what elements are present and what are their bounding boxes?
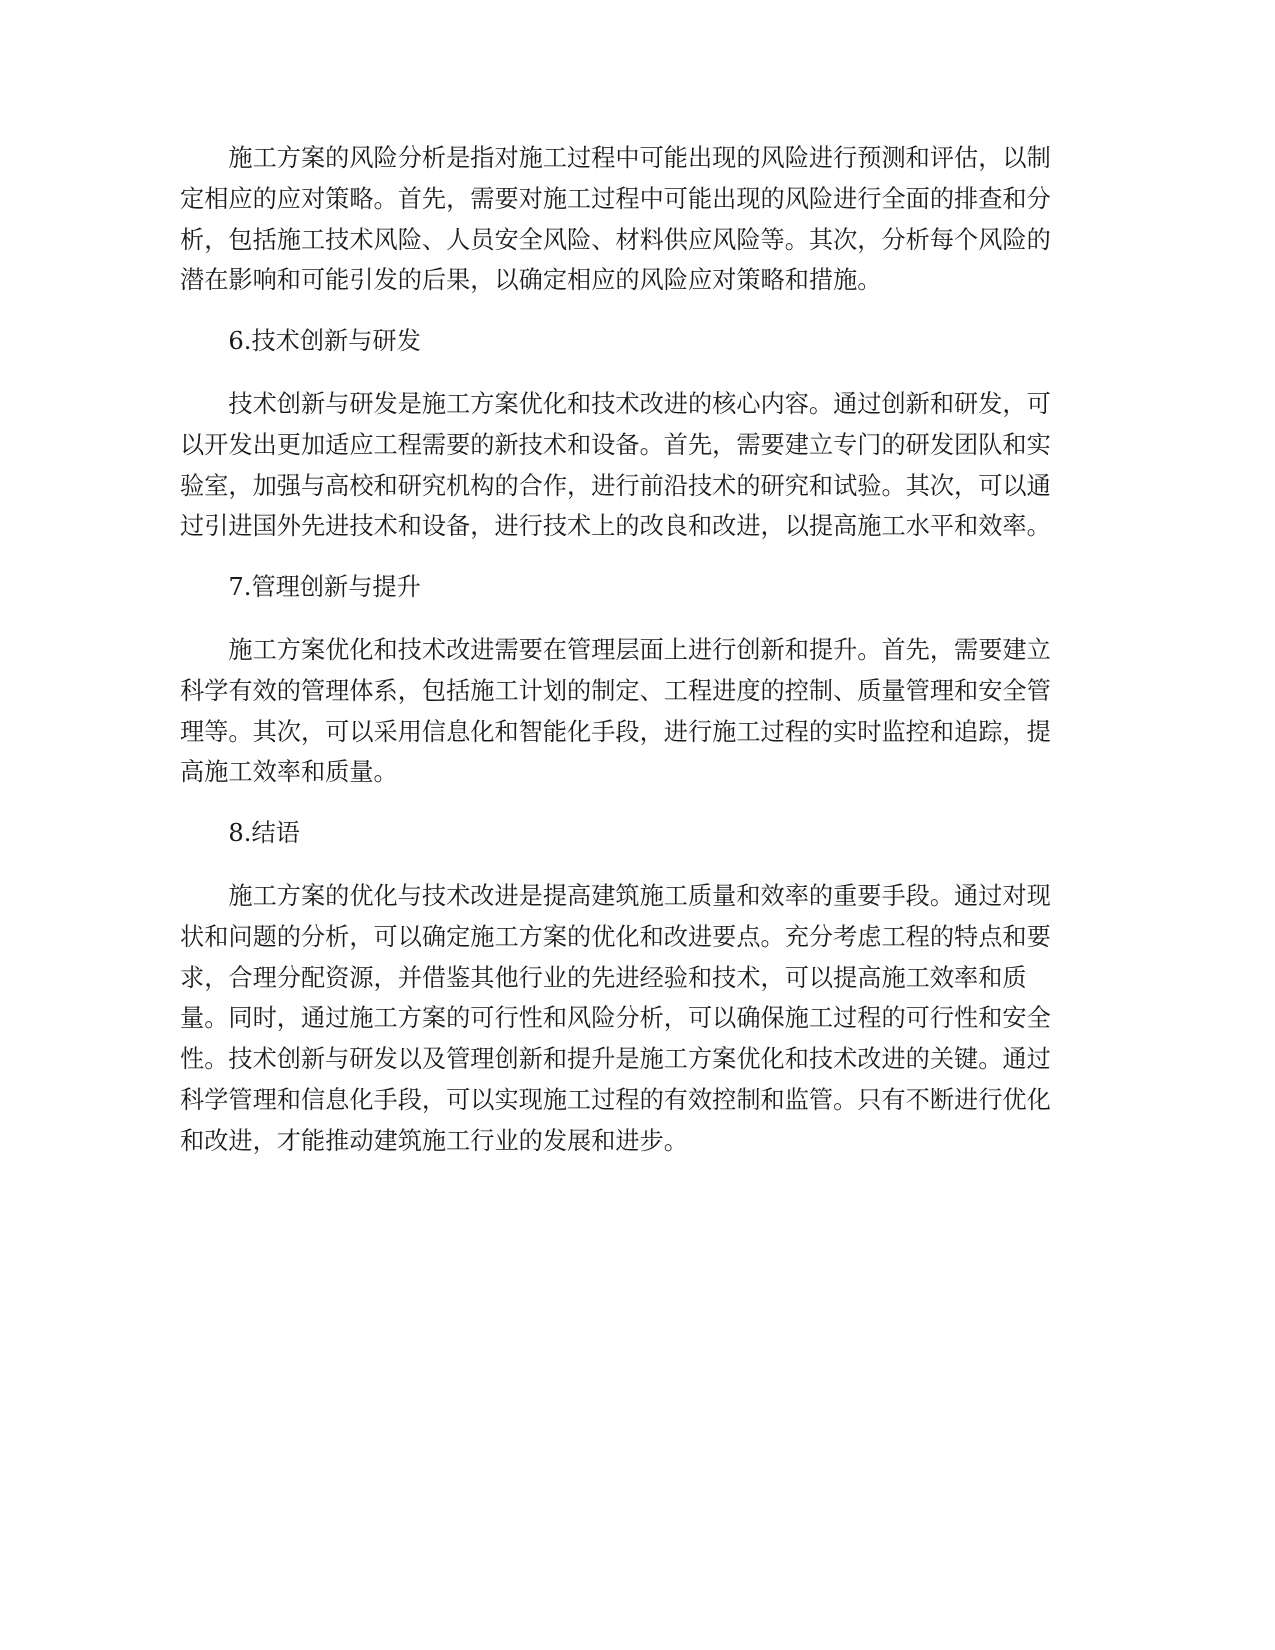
text-line: 科学管理和信息化手段，可以实现施工过程的有效控制和监管。只有不断进行优化 <box>180 1085 1051 1114</box>
text-line: 状和问题的分析，可以确定施工方案的优化和改进要点。充分考虑工程的特点和要 <box>180 922 1051 951</box>
body-paragraph <box>180 138 1060 301</box>
text-line: 以开发出更加适应工程需要的新技术和设备。首先，需要建立专门的研发团队和实 <box>180 430 1051 459</box>
text-line: 科学有效的管理体系，包括施工计划的制定、工程进度的控制、质量管理和安全管 <box>180 676 1051 705</box>
text-line: 量。同时，通过施工方案的可行性和风险分析，可以确保施工过程的可行性和安全 <box>180 1004 1051 1033</box>
document-page <box>180 138 1060 1162</box>
section-heading: 6.技术创新与研发 <box>228 327 421 356</box>
text-line: 求，合理分配资源，并借鉴其他行业的先进经验和技术，可以提高施工效率和质 <box>180 963 1027 992</box>
body-paragraph <box>180 630 1060 793</box>
text-line: 潜在影响和可能引发的后果，以确定相应的风险应对策略和措施。 <box>180 266 882 295</box>
text-line: 定相应的应对策略。首先，需要对施工过程中可能出现的风险进行全面的排查和分 <box>180 184 1051 213</box>
text-line: 施工方案的风险分析是指对施工过程中可能出现的风险进行预测和评估，以制 <box>228 144 1051 172</box>
text-line: 技术创新与研发是施工方案优化和技术改进的核心内容。通过创新和研发，可 <box>228 389 1051 418</box>
body-paragraph <box>180 384 1060 547</box>
text-line: 析，包括施工技术风险、人员安全风险、材料供应风险等。其次，分析每个风险的 <box>180 225 1051 254</box>
text-line: 验室，加强与高校和研究机构的合作，进行前沿技术的研究和试验。其次，可以通 <box>180 471 1051 500</box>
section-heading: 8.结语 <box>228 819 300 848</box>
text-line: 过引进国外先进技术和设备，进行技术上的改良和改进，以提高施工水平和效率。 <box>180 512 1051 541</box>
text-line: 性。技术创新与研发以及管理创新和提升是施工方案优化和技术改进的关键。通过 <box>180 1045 1051 1074</box>
text-line: 理等。其次，可以采用信息化和智能化手段，进行施工过程的实时监控和追踪，提 <box>180 717 1051 746</box>
text-line: 施工方案的优化与技术改进是提高建筑施工质量和效率的重要手段。通过对现 <box>228 881 1051 910</box>
section-heading: 7.管理创新与提升 <box>228 573 421 602</box>
text-line: 和改进，才能推动建筑施工行业的发展和进步。 <box>180 1126 688 1155</box>
text-line: 施工方案优化和技术改进需要在管理层面上进行创新和提升。首先，需要建立 <box>228 635 1051 664</box>
body-paragraph <box>180 876 1060 1162</box>
text-line: 高施工效率和质量。 <box>180 758 398 787</box>
